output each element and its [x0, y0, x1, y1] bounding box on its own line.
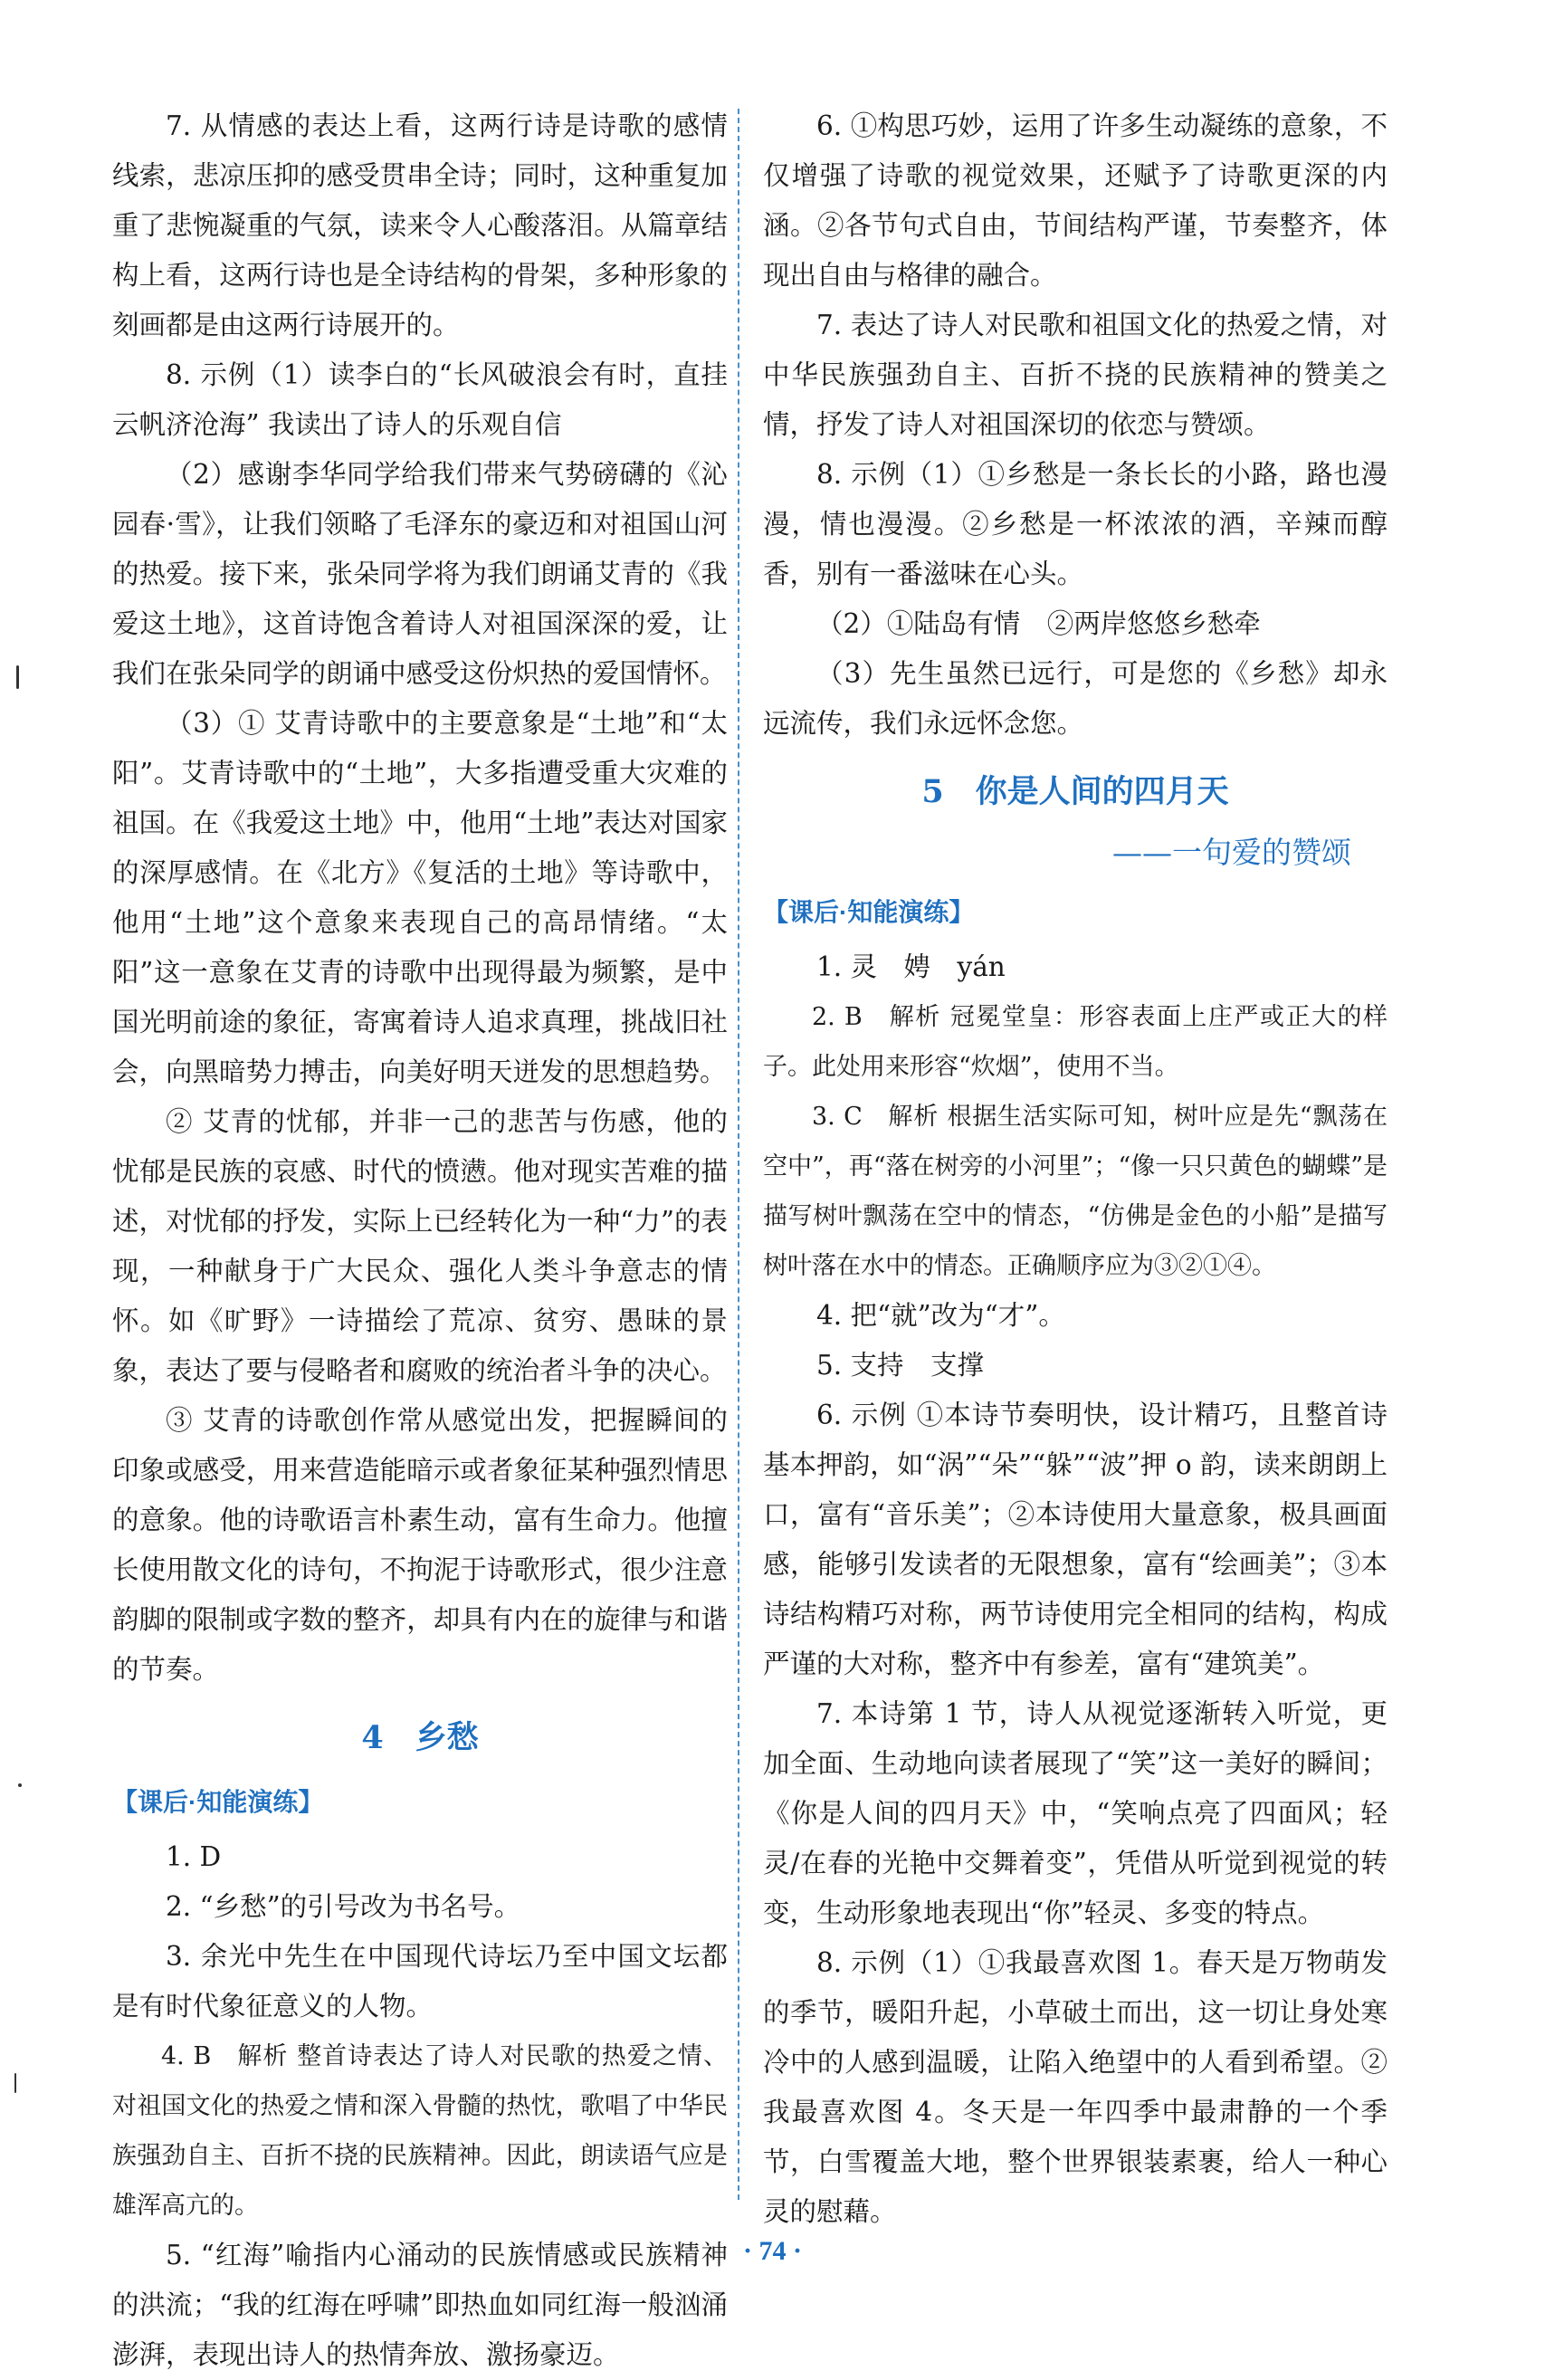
answer-7: 7. 从情感的表达上看，这两行诗是诗歌的感情线索，悲凉压抑的感受贯串全诗；同时，这种重复加重了悲惋凝重的气氛，读来令人心酸落泪。从篇章结构上看，这两行诗也是全诗结构的骨架，多种形象的刻画都是由这两行诗展开的。	[112, 110, 728, 340]
s5-answer-6: 6. 示例 ①本诗节奏明快，设计精巧，且整首诗基本押韵，如“涡”“朵”“躲”“波”押 o 韵，读来朗朗上口，富有“音乐美”；②本诗使用大量意象，极具画面感，能够引发读者的无限想象，富有“绘画美”；③本诗结构精巧对称，两节诗使用完全相同的结构，构成严谨的大对称，整齐中有参差，富有“建筑美”。	[763, 1400, 1388, 1679]
scan-mark	[16, 665, 19, 689]
s4-answer-2: 2. “乡愁”的引号改为书名号。	[166, 1891, 521, 1922]
s5-answer-8: 8. 示例（1）①我最喜欢图 1。春天是万物萌发的季节，暖阳升起，小草破土而出，这一切让身处寒冷中的人感到温暖，让陷入绝望中的人看到希望。②我最喜欢图 4。冬天是一年四季中最肃静的一个季节，白雪覆盖大地，整个世界银装素裹，给人一种心灵的慰藉。	[763, 1947, 1388, 2227]
s4-answer-8-1: 8. 示例（1）①乡愁是一条长长的小路，路也漫漫，情也漫漫。②乡愁是一杯浓浓的酒，辛辣而醇香，别有一番滋味在心头。	[763, 459, 1388, 589]
section-4-tag: 【课后·知能演练】	[112, 1788, 324, 1816]
s4-answer-8-2: （2）①陆岛有情 ②两岸悠悠乡愁牵	[816, 608, 1261, 639]
s5-answer-2: 2. B 解析 冠冕堂皇：形容表面上庄严或正大的样子。此处用来形容“炊烟”，使用不当。	[763, 1003, 1388, 1081]
right-column	[763, 101, 1388, 2237]
section-4-title: 4 乡愁	[361, 1719, 479, 1756]
scan-mark	[14, 2073, 16, 2093]
s4-answer-5: 5. “红海”喻指内心涌动的民族情感或民族精神的洪流；“我的红海在呼啸”即热血如同红海一般汹涌澎湃，表现出诗人的热情奔放、激扬豪迈。	[112, 2240, 728, 2370]
s4-answer-6: 6. ①构思巧妙，运用了许多生动凝练的意象，不仅增强了诗歌的视觉效果，还赋予了诗歌更深的内涵。②各节句式自由，节间结构严谨，节奏整齐，体现出自由与格律的融合。	[763, 110, 1388, 291]
s5-answer-3: 3. C 解析 根据生活实际可知，树叶应是先“飘荡在空中”，再“落在树旁的小河里”；“像一只只黄色的蝴蝶”是描写树叶飘荡在空中的情态，“仿佛是金色的小船”是描写树叶落在水中的情态。正确顺序应为③②①④。	[763, 1103, 1388, 1280]
page-number: · 74 ·	[742, 2236, 802, 2266]
s5-answer-5: 5. 支持 支撑	[816, 1350, 985, 1381]
section-5-subtitle: ——一句爱的赞颂	[1112, 835, 1351, 870]
s5-answer-4: 4. 把“就”改为“才”。	[816, 1300, 1065, 1331]
answer-8-3-2: ② 艾青的忧郁，并非一己的悲苦与伤感，他的忧郁是民族的哀感、时代的愤懑。他对现实苦难的描述，对忧郁的抒发，实际上已经转化为一种“力”的表现，一种献身于广大民众、强化人类斗争意志的情怀。如《旷野》一诗描绘了荒凉、贫穷、愚昧的景象，表达了要与侵略者和腐败的统治者斗争的决心。	[112, 1106, 728, 1386]
section-5-tag: 【课后·知能演练】	[763, 898, 975, 926]
s4-answer-8-3: （3）先生虽然已远行，可是您的《乡愁》却永远流传，我们永远怀念您。	[763, 658, 1388, 739]
answer-8-1: 8. 示例（1）读李白的“长风破浪会有时，直挂云帆济沧海” 我读出了诗人的乐观自信	[112, 359, 728, 440]
s4-answer-1: 1. D	[166, 1841, 222, 1872]
column-divider	[738, 109, 739, 2200]
left-column	[112, 101, 728, 2380]
s4-answer-3: 3. 余光中先生在中国现代诗坛乃至中国文坛都是有时代象征意义的人物。	[112, 1941, 728, 2022]
answer-8-2: （2）感谢李华同学给我们带来气势磅礴的《沁园春·雪》，让我们领略了毛泽东的豪迈和对祖国山河的热爱。接下来，张朵同学将为我们朗诵艾青的《我爱这土地》，这首诗饱含着诗人对祖国深深的爱，让我们在张朵同学的朗诵中感受这份炽热的爱国情怀。	[112, 459, 728, 689]
section-5-title: 5 你是人间的四月天	[921, 773, 1229, 810]
s5-answer-1: 1. 灵 娉 yán	[816, 951, 1006, 982]
s4-answer-4: 4. B 解析 整首诗表达了诗人对民歌的热爱之情、对祖国文化的热爱之情和深入骨髓的热忱，歌唱了中华民族强劲自主、百折不挠的民族精神。因此，朗读语气应是雄浑高亢的。	[112, 2042, 728, 2220]
answer-8-3-3: ③ 艾青的诗歌创作常从感觉出发，把握瞬间的印象或感受，用来营造能暗示或者象征某种强烈情思的意象。他的诗歌语言朴素生动，富有生命力。他擅长使用散文化的诗句，不拘泥于诗歌形式，很少注意韵脚的限制或字数的整齐，却具有内在的旋律与和谐的节奏。	[112, 1405, 728, 1685]
s4-answer-7: 7. 表达了诗人对民歌和祖国文化的热爱之情，对中华民族强劲自主、百折不挠的民族精神的赞美之情，抒发了诗人对祖国深切的依恋与赞颂。	[763, 310, 1388, 440]
answer-8-3-1: （3）① 艾青诗歌中的主要意象是“土地”和“太阳”。艾青诗歌中的“土地”，大多指遭受重大灾难的祖国。在《我爱这土地》中，他用“土地”表达对国家的深厚感情。在《北方》《复活的土地》等诗歌中，他用“土地”这个意象来表现自己的高昂情绪。“太阳”这一意象在艾青的诗歌中出现得最为频繁，是中国光明前途的象征，寄寓着诗人追求真理，挑战旧社会，向黑暗势力搏击，向美好明天迸发的思想趋势。	[112, 708, 728, 1087]
scan-mark	[18, 1783, 22, 1787]
s5-answer-7: 7. 本诗第 1 节，诗人从视觉逐渐转入听觉，更加全面、生动地向读者展现了“笑”这一美好的瞬间；《你是人间的四月天》中，“笑响点亮了四面风；轻灵/在春的光艳中交舞着变”，凭借从听觉到视觉的转变，生动形象地表现出“你”轻灵、多变的特点。	[763, 1698, 1388, 1928]
